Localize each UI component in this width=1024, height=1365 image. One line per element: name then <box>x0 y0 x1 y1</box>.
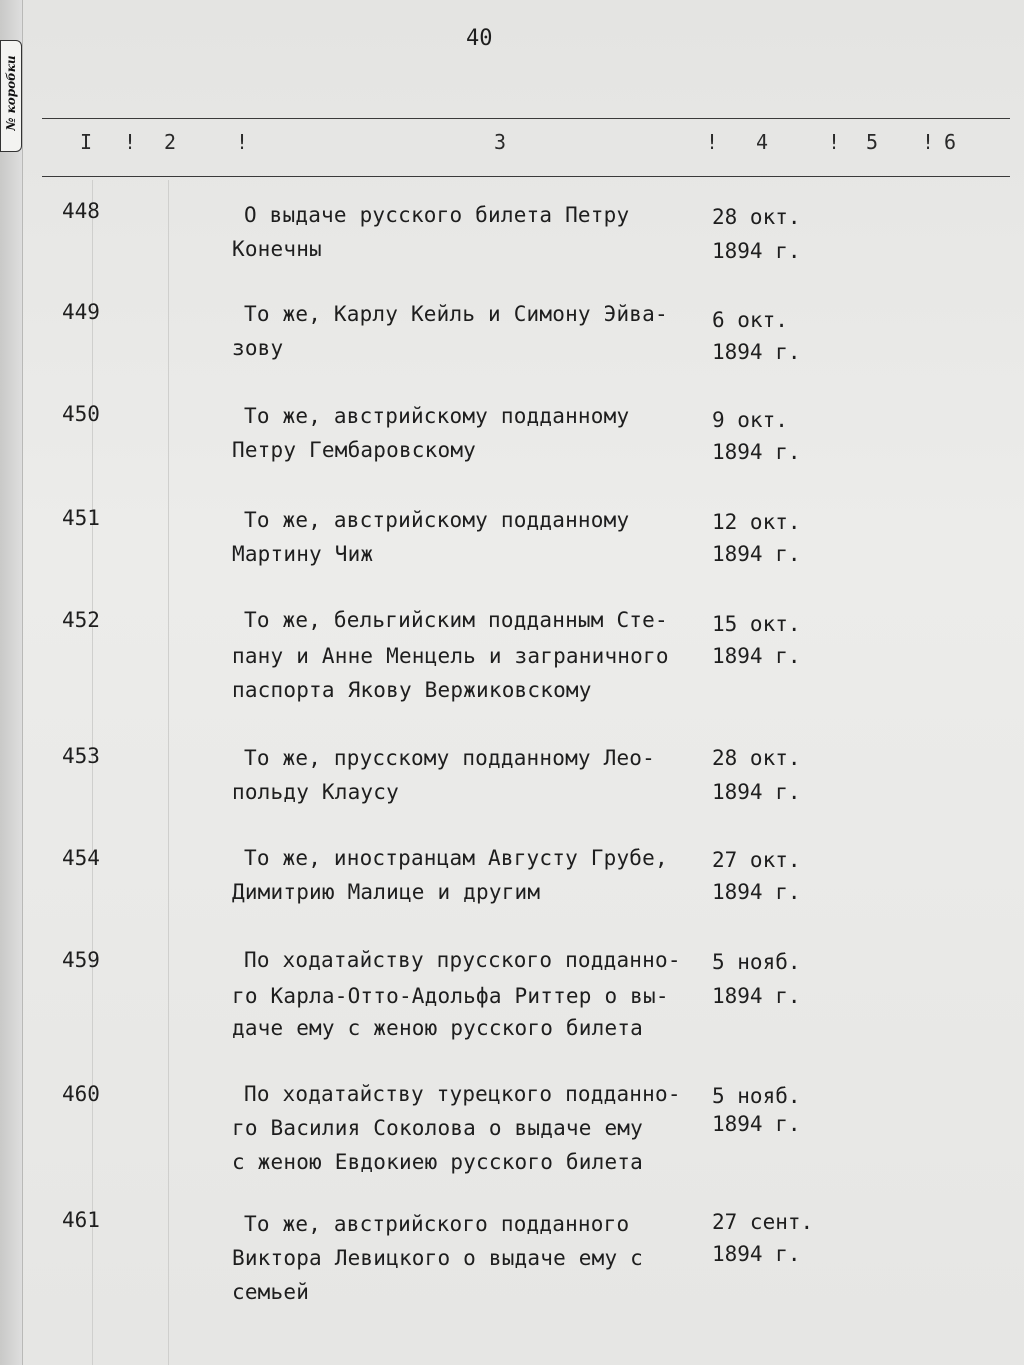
column-separator: ! <box>124 130 137 154</box>
entry-year: 1894 г. <box>712 340 801 364</box>
box-number-text: № коробки <box>4 55 18 131</box>
entry-text-line: Виктора Левицкого о выдаче ему с <box>232 1246 643 1270</box>
entry-date: 9 окт. <box>712 408 788 432</box>
entry-text-line: даче ему с женою русского билета <box>232 1016 643 1040</box>
entry-date: 27 сент. <box>712 1210 814 1234</box>
column-header-6: 6 <box>944 130 957 154</box>
entry-text-line: паспорта Якову Вержиковскому <box>232 678 592 702</box>
column-rule <box>92 180 93 1365</box>
entry-text-line: Петру Гембаровскому <box>232 438 477 462</box>
entry-number: 452 <box>62 608 100 632</box>
entry-year: 1894 г. <box>712 542 801 566</box>
entry-text-line: Мартину Чиж <box>232 542 374 566</box>
entry-year: 1894 г. <box>712 984 801 1008</box>
entry-text-line: го Карла-Отто-Адольфа Риттер о вы- <box>232 984 669 1008</box>
entry-number: 460 <box>62 1082 100 1106</box>
column-separator: ! <box>922 130 935 154</box>
header-bottom-rule <box>42 176 1010 177</box>
entry-date: 6 окт. <box>712 308 788 332</box>
column-separator: ! <box>828 130 841 154</box>
entry-text-line: О выдаче русского билета Петру <box>244 203 630 227</box>
column-rule <box>168 180 169 1365</box>
entry-number: 454 <box>62 846 100 870</box>
column-separator: ! <box>706 130 719 154</box>
header-top-rule <box>42 118 1010 119</box>
entry-text-line: пану и Анне Менцель и заграничного <box>232 644 669 668</box>
column-separator: ! <box>236 130 249 154</box>
entry-text-line: То же, австрийскому подданному <box>244 404 630 428</box>
entry-text-line: То же, бельгийским подданным Сте- <box>244 608 668 632</box>
entry-date: 28 окт. <box>712 746 801 770</box>
entry-date: 12 окт. <box>712 510 801 534</box>
entry-date: 28 окт. <box>712 205 801 229</box>
entry-text-line: семьей <box>232 1280 310 1304</box>
entry-text-line: То же, австрийского подданного <box>244 1212 630 1236</box>
entry-text-line: То же, австрийскому подданному <box>244 508 630 532</box>
entry-text-line: Конечны <box>232 237 322 261</box>
column-header-2: 2 <box>164 130 177 154</box>
box-number-label <box>0 40 22 152</box>
entry-number: 449 <box>62 300 100 324</box>
entry-number: 450 <box>62 402 100 426</box>
entry-number: 448 <box>62 199 100 223</box>
entry-date: 5 нояб. <box>712 950 801 974</box>
entry-text-line: го Василия Соколова о выдаче ему <box>232 1116 643 1140</box>
entry-number: 451 <box>62 506 100 530</box>
entry-text-line: с женою Евдокиею русского билета <box>232 1150 643 1174</box>
column-header-1: I <box>80 130 93 154</box>
entry-number: 453 <box>62 744 100 768</box>
entry-date: 5 нояб. <box>712 1084 801 1108</box>
entry-year: 1894 г. <box>712 780 801 804</box>
page-spine <box>0 0 23 1365</box>
entry-date: 15 окт. <box>712 612 801 636</box>
column-header-4: 4 <box>756 130 769 154</box>
entry-text-line: То же, прусскому подданному Лео- <box>244 746 655 770</box>
entry-year: 1894 г. <box>712 644 801 668</box>
entry-number: 459 <box>62 948 100 972</box>
entry-text-line: По ходатайству прусского подданно- <box>244 948 681 972</box>
entry-text-line: То же, Карлу Кейль и Симону Эйва- <box>244 302 668 326</box>
column-header-3: 3 <box>494 130 507 154</box>
entry-number: 461 <box>62 1208 100 1232</box>
column-header-5: 5 <box>866 130 879 154</box>
entry-text-line: По ходатайству турецкого подданно- <box>244 1082 681 1106</box>
entry-text-line: польду Клаусу <box>232 780 399 804</box>
entry-year: 1894 г. <box>712 440 801 464</box>
page-number: 40 <box>466 26 493 51</box>
entry-text-line: Димитрию Малице и другим <box>232 880 541 904</box>
entry-year: 1894 г. <box>712 880 801 904</box>
entry-date: 27 окт. <box>712 848 801 872</box>
entry-year: 1894 г. <box>712 239 801 263</box>
entry-text-line: То же, иностранцам Августу Грубе, <box>244 846 668 870</box>
entry-year: 1894 г. <box>712 1112 801 1136</box>
entry-year: 1894 г. <box>712 1242 801 1266</box>
entry-text-line: зову <box>232 336 284 360</box>
